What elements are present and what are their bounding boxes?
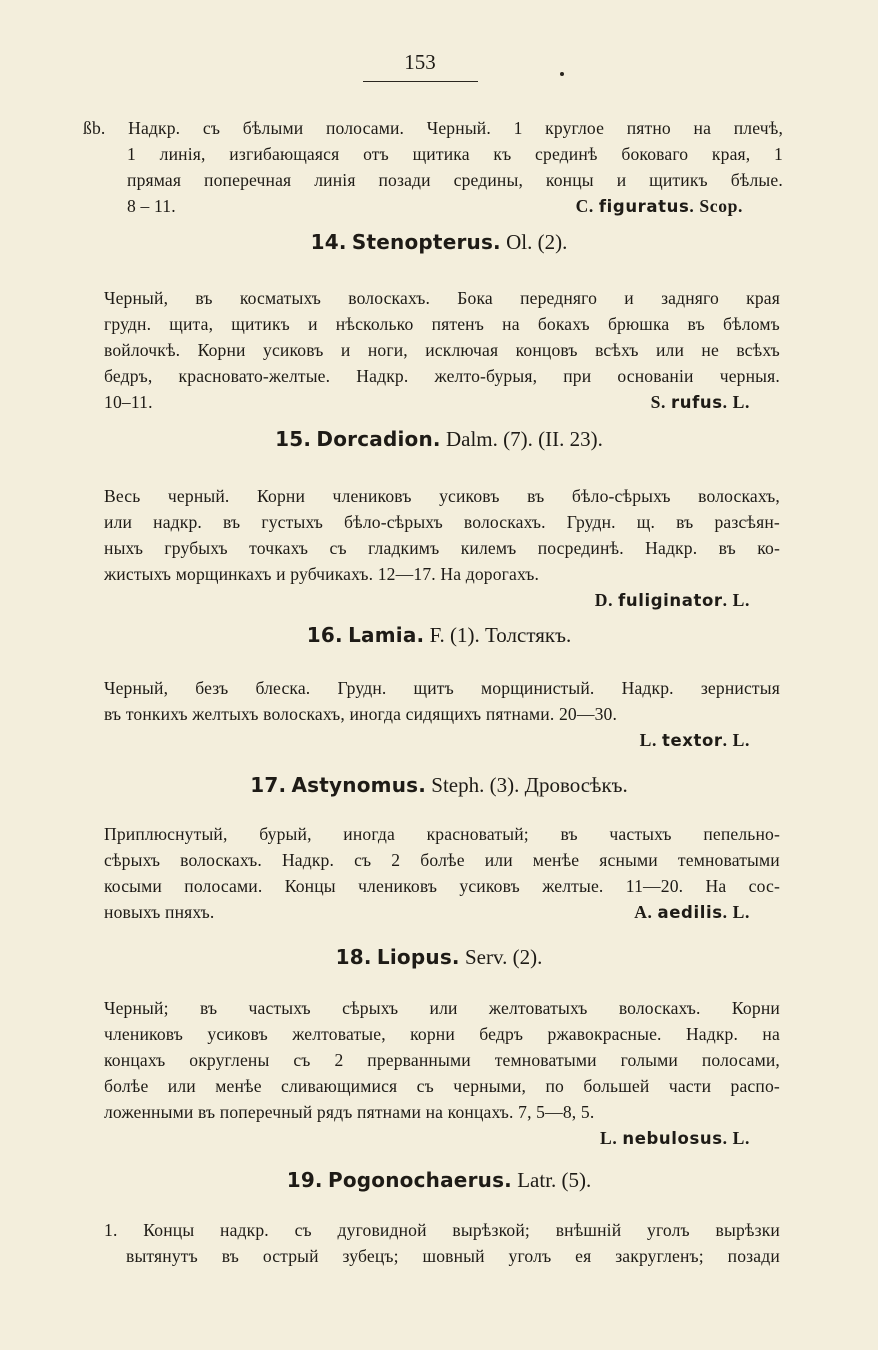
word: Грудн. — [566, 512, 616, 532]
word: Надкр. — [128, 118, 181, 138]
word: съ — [293, 1050, 311, 1070]
word: 2 — [391, 850, 401, 870]
word: поперечная — [204, 170, 292, 190]
text-line: жистыхъ морщинкахъ и рубчикахъ. 12—17. На дорогахъ. — [104, 564, 540, 584]
word: округлены — [189, 1050, 270, 1070]
word: члениковъ — [332, 486, 412, 506]
word: косыми — [104, 876, 162, 896]
text-line — [104, 509, 780, 535]
word: иногда — [343, 824, 395, 844]
word: желто-бурыя, — [434, 366, 538, 386]
word: сос- — [748, 876, 780, 896]
word: морщинистый. — [481, 678, 595, 698]
word: Концы — [143, 1220, 195, 1240]
word: бѣломъ — [722, 314, 780, 334]
word: волоскахъ. — [618, 998, 701, 1018]
paragraph-astynomus — [104, 821, 780, 925]
word: щитика — [412, 144, 470, 164]
text-line: новыхъ пняхъ. A. aedilis. L. — [104, 899, 780, 925]
word: темноватыми — [494, 1050, 597, 1070]
page-number: 153 — [404, 50, 436, 74]
word: бѣло-сѣрыхъ — [344, 512, 443, 532]
word: исключая — [425, 340, 499, 360]
word: Корни — [197, 340, 246, 360]
word: или — [104, 512, 133, 532]
word: бѣлые. — [730, 170, 783, 190]
text-line — [104, 675, 780, 701]
word: надкр. — [153, 512, 202, 532]
text-line — [83, 193, 783, 219]
word: надкр. — [220, 1220, 269, 1240]
word: менѣе — [215, 1076, 262, 1096]
word: пятенъ — [431, 314, 484, 334]
text-line — [83, 167, 783, 193]
word: Черный; — [104, 998, 169, 1018]
word: съ — [329, 538, 347, 558]
text-line — [104, 285, 780, 311]
word: волоскахъ. — [180, 850, 262, 870]
word: острый — [262, 1246, 319, 1266]
word: ржавокрасные. — [547, 1024, 662, 1044]
word: сливающимися — [281, 1076, 398, 1096]
word: зернистыя — [700, 678, 780, 698]
size-range: 10–11. — [104, 392, 153, 412]
word: сѣрыхъ — [342, 998, 399, 1018]
text-line — [104, 337, 780, 363]
word: Надкр. — [281, 850, 335, 870]
genus-heading-liopus: 18. Liopus. Serv. (2). — [335, 945, 543, 969]
word: не — [701, 340, 719, 360]
word: Надкр. — [685, 1024, 739, 1044]
word: средины, — [453, 170, 524, 190]
word: концахъ — [104, 1050, 166, 1070]
word: члениковъ — [358, 876, 438, 896]
word: грубыхъ — [164, 538, 228, 558]
genus-heading-stenopterus: 14. Stenopterus. Ol. (2). — [310, 230, 568, 254]
word: на — [762, 1024, 780, 1044]
text-line — [83, 115, 783, 141]
word: уголъ — [647, 1220, 690, 1240]
word: пепельно- — [703, 824, 780, 844]
word: 1. — [104, 1220, 118, 1240]
genus-heading-pogonochaerus: 19. Pogonochaerus. Latr. (5). — [286, 1168, 592, 1192]
word: члениковъ — [104, 1024, 184, 1044]
word: съ — [354, 850, 372, 870]
text-line — [104, 1047, 780, 1073]
word: нѣсколько — [335, 314, 414, 334]
word: точкахъ — [249, 538, 309, 558]
word: усиковъ — [263, 340, 324, 360]
word: Весь — [104, 486, 141, 506]
word: частыхъ — [609, 824, 672, 844]
word: или — [167, 1076, 196, 1096]
word: отъ — [363, 144, 389, 164]
word: частыхъ — [248, 998, 311, 1018]
word: концы — [545, 170, 594, 190]
paragraph-pogonochaerus — [104, 1217, 780, 1269]
text-line — [104, 1243, 780, 1269]
word: Грудн. — [337, 678, 387, 698]
word: Приплюснутый, — [104, 824, 228, 844]
word: или — [429, 998, 458, 1018]
word: болѣе — [104, 1076, 149, 1096]
word: основаніи — [617, 366, 694, 386]
word: изгибающаяся — [229, 144, 340, 164]
paragraph-liopus — [104, 995, 780, 1151]
word: корни — [410, 1024, 455, 1044]
paragraph-stenopterus — [104, 285, 780, 415]
text-line — [104, 995, 780, 1021]
text-line — [104, 873, 780, 899]
word: черный. — [167, 486, 230, 506]
word: Надкр. — [621, 678, 674, 698]
word: темноватыми — [677, 850, 780, 870]
word: волоскахъ. — [463, 512, 546, 532]
word: съ — [294, 1220, 312, 1240]
word: 1 — [774, 144, 783, 164]
word: дуговидной — [337, 1220, 427, 1240]
word: бокахъ — [537, 314, 590, 334]
word: сѣрыхъ — [104, 850, 161, 870]
word: съ — [416, 1076, 434, 1096]
word: черныя. — [719, 366, 780, 386]
species-name-aedilis: A. aedilis. L. — [634, 902, 750, 922]
word: 2 — [334, 1050, 344, 1070]
word: закругленъ; — [615, 1246, 704, 1266]
word: голыми — [620, 1050, 678, 1070]
word: щитикъ — [231, 314, 290, 334]
text-line — [104, 1217, 780, 1243]
word: пятно — [626, 118, 671, 138]
word: и — [308, 314, 318, 334]
species-name-figuratus: C. figuratus. Scop. — [575, 196, 743, 216]
word: и — [624, 288, 634, 308]
word: усиковъ — [207, 1024, 268, 1044]
word: Черный, — [104, 678, 169, 698]
text-line — [104, 1073, 780, 1099]
word: края, — [711, 144, 751, 164]
word: косматыхъ — [239, 288, 322, 308]
word: щ. — [636, 512, 656, 532]
word: позади — [727, 1246, 780, 1266]
word: прерванными — [367, 1050, 471, 1070]
word: на — [693, 118, 712, 138]
word: распо- — [730, 1076, 780, 1096]
word: ясными — [599, 850, 658, 870]
word: Концы — [284, 876, 336, 896]
word: полосами. — [325, 118, 405, 138]
word: въ — [687, 314, 705, 334]
word: Надкр. — [356, 366, 409, 386]
text-line — [104, 1125, 780, 1151]
word: бедръ, — [104, 366, 153, 386]
genus-heading-dorcadion: 15. Dorcadion. Dalm. (7). (II. 23). — [275, 427, 603, 451]
word: полосами, — [701, 1050, 780, 1070]
word: ко- — [757, 538, 780, 558]
word: волоскахъ, — [698, 486, 780, 506]
genus-heading-lamia: 16. Lamia. F. (1). Толстякъ. — [306, 623, 572, 647]
word: въ — [221, 1246, 239, 1266]
word: желтые. — [542, 876, 604, 896]
text-line — [104, 363, 780, 389]
species-name-textor: L. textor. L. — [639, 730, 750, 750]
word: ноги, — [367, 340, 408, 360]
word: щитъ — [413, 678, 454, 698]
word: 11—20. — [625, 876, 684, 896]
species-name-fuliginator: D. fuliginator. L. — [594, 590, 750, 610]
word: ßb. — [83, 118, 106, 138]
word: 1 — [513, 118, 523, 138]
word: желтоватыхъ — [488, 998, 588, 1018]
word: края — [746, 288, 780, 308]
word: посрединѣ. — [537, 538, 624, 558]
word: блеска. — [255, 678, 311, 698]
word: въ — [718, 538, 736, 558]
word: внѣшній — [555, 1220, 622, 1240]
word: срединѣ — [535, 144, 598, 164]
word: Корни — [731, 998, 780, 1018]
text-line — [83, 141, 783, 167]
word: гладкимъ — [368, 538, 440, 558]
word: и — [340, 340, 351, 360]
header-dot — [560, 72, 564, 76]
paragraph-lamia — [104, 675, 780, 753]
word: Черный. — [426, 118, 491, 138]
word: грудн. — [104, 314, 152, 334]
word: вытянутъ — [126, 1246, 198, 1266]
word: На — [705, 876, 727, 896]
word: съ — [202, 118, 221, 138]
word: войлочкѣ. — [104, 340, 181, 360]
word: линія, — [159, 144, 206, 164]
word: щита, — [169, 314, 214, 334]
size-range: 8 – 11. — [127, 196, 176, 216]
word: вырѣзки — [715, 1220, 780, 1240]
word: части — [668, 1076, 712, 1096]
word: уголъ — [508, 1246, 552, 1266]
text-line — [104, 483, 780, 509]
word: въ — [195, 288, 213, 308]
word: болѣе — [420, 850, 465, 870]
text-line — [104, 821, 780, 847]
word: на — [502, 314, 520, 334]
species-name-rufus: S. rufus. L. — [650, 392, 750, 412]
word: красновато-желтые. — [178, 366, 331, 386]
word: ея — [575, 1246, 592, 1266]
word: Надкр. — [645, 538, 698, 558]
word: линія — [314, 170, 356, 190]
word: или — [484, 850, 513, 870]
text-line — [104, 587, 780, 613]
word: вырѣзкой; — [452, 1220, 530, 1240]
word: бѣло-сѣрыхъ — [571, 486, 671, 506]
word: бурый, — [259, 824, 312, 844]
word: плечѣ, — [733, 118, 783, 138]
species-name-nebulosus: L. nebulosus. L. — [600, 1128, 750, 1148]
word: разсѣян- — [714, 512, 780, 532]
word: волоскахъ. — [348, 288, 431, 308]
word: Корни — [256, 486, 306, 506]
word: въ — [527, 486, 545, 506]
word: передняго — [520, 288, 598, 308]
word: шовный — [422, 1246, 485, 1266]
text-line — [104, 727, 780, 753]
text-line — [104, 389, 780, 415]
word: въ — [676, 512, 694, 532]
word: большей — [583, 1076, 650, 1096]
word: Черный, — [104, 288, 169, 308]
word: Бока — [457, 288, 493, 308]
word: и — [616, 170, 627, 190]
word: прямая — [127, 170, 182, 190]
word: по — [545, 1076, 564, 1096]
word: концовъ — [515, 340, 578, 360]
word: всѣхъ — [595, 340, 639, 360]
word: бедръ — [479, 1024, 524, 1044]
text-line — [104, 847, 780, 873]
word: щитикъ — [649, 170, 708, 190]
word: 1 — [127, 144, 136, 164]
word: ныхъ — [104, 538, 144, 558]
word: задняго — [661, 288, 719, 308]
word: усиковъ — [439, 486, 500, 506]
word: бѣлыми — [242, 118, 304, 138]
genus-heading-astynomus: 17. Astynomus. Steph. (3). Дровосѣкъ. — [250, 773, 628, 797]
word: усиковъ — [459, 876, 520, 896]
word: менѣе — [532, 850, 580, 870]
word: къ — [493, 144, 512, 164]
word: круглое — [545, 118, 605, 138]
paragraph-dorcadion — [104, 483, 780, 613]
word: черными, — [453, 1076, 527, 1096]
word: въ — [223, 512, 241, 532]
word: всѣхъ — [736, 340, 780, 360]
word: боковаго — [621, 144, 689, 164]
text-line: въ тонкихъ желтыхъ волоскахъ, иногда сидящихъ пятнами. 20—30. — [104, 704, 618, 724]
text-line — [104, 535, 780, 561]
text-line — [104, 311, 780, 337]
word: густыхъ — [261, 512, 323, 532]
text-line — [104, 1021, 780, 1047]
word: при — [563, 366, 592, 386]
word: полосами. — [184, 876, 263, 896]
word: килемъ — [460, 538, 517, 558]
word: красноватый; — [426, 824, 529, 844]
word: брюшка — [607, 314, 670, 334]
paragraph-figuratus — [83, 115, 783, 219]
text-line: ложенными въ поперечный рядъ пятнами на концахъ. 7, 5—8, 5. — [104, 1102, 595, 1122]
word: въ — [199, 998, 218, 1018]
word: желтоватые, — [292, 1024, 386, 1044]
word: или — [655, 340, 685, 360]
word: въ — [560, 824, 578, 844]
word: позади — [378, 170, 431, 190]
word: зубецъ; — [342, 1246, 399, 1266]
header-rule — [363, 81, 478, 82]
word: безъ — [195, 678, 229, 698]
